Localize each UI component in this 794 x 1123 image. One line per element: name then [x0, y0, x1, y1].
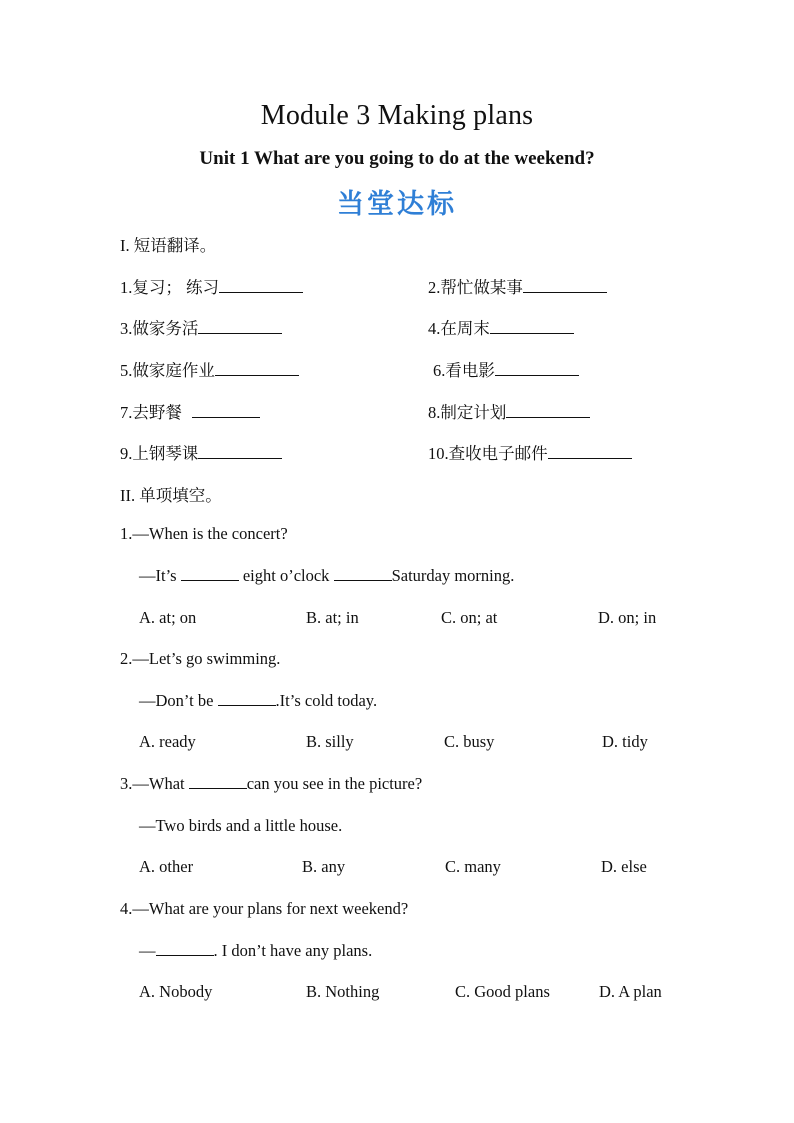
option-a[interactable]: A. at; on	[139, 608, 197, 627]
answer-blank[interactable]	[218, 691, 276, 706]
part2-heading: II. 单项填空。	[120, 486, 222, 505]
question-3-answer-line: —Two birds and a little house.	[139, 816, 343, 835]
phrase-item-9	[120, 440, 282, 464]
answer-blank[interactable]	[215, 361, 299, 376]
answer-blank[interactable]	[334, 566, 392, 581]
answer-blank[interactable]	[506, 403, 590, 418]
answer-blank[interactable]	[219, 278, 303, 293]
phrase-label: 6.看电影	[433, 361, 495, 380]
phrase-label: 7.去野餐	[120, 403, 186, 422]
answer-blank[interactable]	[495, 361, 579, 376]
module-title: Module 3 Making plans	[260, 100, 534, 131]
question-2-answer-line	[139, 691, 377, 711]
option-c[interactable]: C. on; at	[441, 608, 498, 627]
question-1-answer-line	[139, 566, 514, 586]
phrase-item-1	[120, 274, 303, 298]
answer-blank[interactable]	[198, 444, 282, 459]
question-4-text: 4.—What are your plans for next weekend?	[120, 899, 409, 918]
question-text: 3.—What	[120, 774, 189, 793]
answer-text: .It’s cold today.	[275, 691, 378, 710]
question-3-text	[120, 774, 422, 794]
option-a[interactable]: A. other	[139, 857, 194, 876]
answer-blank[interactable]	[198, 319, 282, 334]
answer-text: —It’s	[139, 566, 181, 585]
option-b[interactable]: B. any	[302, 857, 346, 876]
option-c[interactable]: C. Good plans	[455, 982, 550, 1001]
answer-blank[interactable]	[523, 278, 607, 293]
unit-title: Unit 1 What are you going to do at the weekend?	[199, 148, 595, 169]
phrase-label: 10.查收电子邮件	[428, 444, 548, 463]
answer-blank[interactable]	[548, 444, 632, 459]
phrase-label: 9.上钢琴课	[120, 444, 199, 463]
phrase-item-5	[120, 357, 299, 381]
answer-blank[interactable]	[189, 774, 247, 789]
phrase-item-2	[428, 274, 607, 298]
phrase-label: 5.做家庭作业	[120, 361, 215, 380]
phrase-label: 1.复习； 练习	[120, 278, 219, 297]
option-a[interactable]: A. Nobody	[139, 982, 213, 1001]
option-d[interactable]: D. tidy	[602, 732, 648, 751]
option-a[interactable]: A. ready	[139, 732, 196, 751]
question-text: can you see in the picture?	[246, 774, 423, 793]
answer-text: . I don’t have any plans.	[213, 941, 373, 960]
answer-text: eight o’clock	[238, 566, 334, 585]
option-b[interactable]: B. silly	[306, 732, 354, 751]
phrase-item-10	[428, 440, 632, 464]
phrase-item-4	[428, 315, 574, 339]
question-4-answer-line	[139, 941, 372, 961]
phrase-label: 2.帮忙做某事	[428, 278, 523, 297]
answer-text: —Don’t be	[139, 691, 218, 710]
section-banner: 当堂达标	[337, 189, 457, 220]
answer-text: Saturday morning.	[391, 566, 515, 585]
option-c[interactable]: C. busy	[444, 732, 495, 751]
option-d[interactable]: D. else	[601, 857, 647, 876]
option-b[interactable]: B. at; in	[306, 608, 359, 627]
part1-heading: I. 短语翻译。	[120, 236, 217, 255]
answer-blank[interactable]	[192, 403, 260, 418]
phrase-label: 4.在周末	[428, 319, 490, 338]
option-c[interactable]: C. many	[445, 857, 501, 876]
answer-blank[interactable]	[490, 319, 574, 334]
phrase-item-8	[428, 399, 590, 423]
option-b[interactable]: B. Nothing	[306, 982, 380, 1001]
phrase-item-3	[120, 315, 282, 339]
answer-blank[interactable]	[181, 566, 239, 581]
answer-text: —	[139, 941, 156, 960]
phrase-label: 8.制定计划	[428, 403, 507, 422]
phrase-item-6	[433, 357, 579, 381]
question-1-text: 1.—When is the concert?	[120, 524, 288, 543]
answer-blank[interactable]	[156, 941, 214, 956]
question-2-text: 2.—Let’s go swimming.	[120, 649, 281, 668]
option-d[interactable]: D. on; in	[598, 608, 657, 627]
phrase-item-7	[120, 399, 260, 423]
phrase-label: 3.做家务活	[120, 319, 199, 338]
option-d[interactable]: D. A plan	[599, 982, 662, 1001]
